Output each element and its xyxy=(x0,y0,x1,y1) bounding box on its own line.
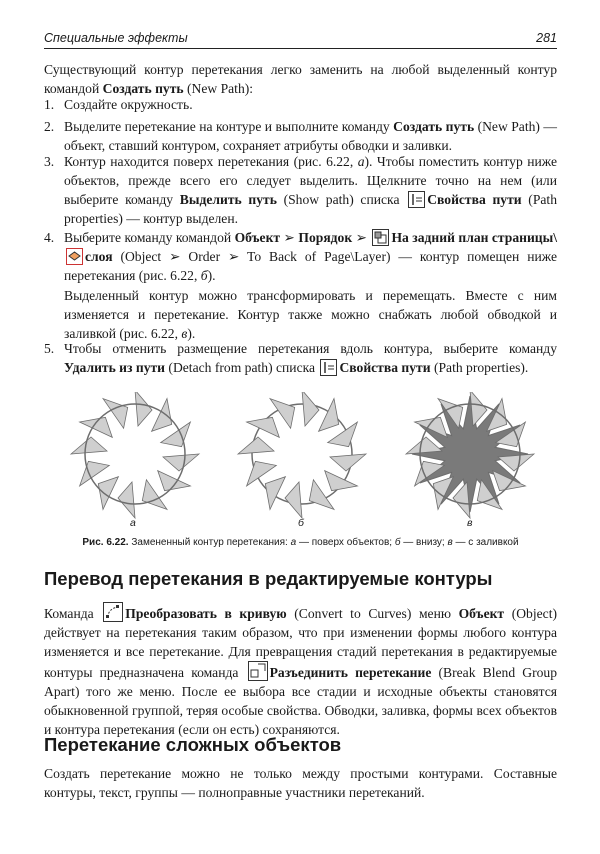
layer-icon xyxy=(66,248,83,265)
path-properties-icon xyxy=(408,191,425,208)
figure-6-22 xyxy=(0,392,600,522)
figure-label-b: б xyxy=(298,517,304,529)
blend-triangle xyxy=(80,417,113,437)
blend-triangle xyxy=(71,437,107,454)
figure-label-c: в xyxy=(467,517,473,529)
section2-paragraph: Создать перетекание можно не только между простыми контурами. Составные контуры, текст, группы — полноправные участники перетеканий. xyxy=(44,766,557,800)
blend-triangle xyxy=(118,482,135,518)
blend-triangle xyxy=(158,471,191,491)
section1-paragraph: Команда Преобразовать в кривую (Convert to Curves) меню Объект (Object) действует на перетекания таким образом, что при изменении формы любого контура изменяется и все перетекание. Для превращения стадий перетекания в редактируемые контуры предназначена команда Разъединить перетекание (Break Blend Group Apart) того же меню. После ее выбора все стадии и исходные объекты становятся обыкновенной группой, теряя особые свойства. Обводки, заливка, формы всех объектов и контура перетекания (если он есть) сохраняются. xyxy=(44,602,557,739)
blend-triangle xyxy=(265,477,285,510)
blend-triangle xyxy=(285,482,302,518)
step-3: Контур находится поверх перетекания (рис. 6.22, а). Чтобы поместить контур ниже объектов, прежде всего его следует выделить. Щелкните точно на нем (или выберите команду Выделить путь (Show path) списка Свойства пути (Path properties) — контур выделен. xyxy=(64,154,558,226)
step-4: Выберите команду командой Объект ➢ Порядок ➢ На задний план страницы\ слоя (Object ➢ Order ➢ To Back of Page\Layer) — контур помещен ниже перетекания (рис. 6.22, б). xyxy=(64,230,558,283)
step-number: 4. xyxy=(44,230,55,245)
step-number: 3. xyxy=(44,154,55,169)
step-4-note: Выделенный контур можно трансформировать и перемещать. Вместе с ним изменяется и перетекание. Контур также можно снабжать любой обводкой и заливкой (рис. 6.22, в). xyxy=(64,288,557,341)
step-number: 1. xyxy=(44,97,55,112)
blend-triangle xyxy=(325,471,358,491)
to-back-icon xyxy=(372,229,389,246)
blend-triangle xyxy=(247,417,280,437)
blend-triangle xyxy=(302,392,319,426)
intro-paragraph: Существующий контур перетекания легко заменить на любой выделенный контур командой Создать путь (New Path): xyxy=(44,62,557,96)
step-5: Чтобы отменить размещение перетекания вдоль контура, выберите команду Удалить из пути (Detach from path) списка Свойства пути (Path properties). xyxy=(64,341,557,375)
filled-star xyxy=(412,396,528,512)
page-number: 281 xyxy=(536,31,557,45)
convert-to-curves-icon xyxy=(103,602,123,622)
path-properties-icon xyxy=(320,359,337,376)
header-title: Специальные эффекты xyxy=(44,31,188,45)
blend-triangle xyxy=(319,399,339,432)
blend-triangle xyxy=(98,477,118,510)
step-1: Создайте окружность. xyxy=(64,97,193,112)
blend-triangle xyxy=(152,399,172,432)
blend-triangle xyxy=(135,392,152,426)
step-number: 2. xyxy=(44,119,55,134)
section-heading: Перетекание сложных объектов xyxy=(44,734,342,755)
blend-path-circle xyxy=(85,404,185,504)
figure-label-a: а xyxy=(130,517,136,529)
running-header xyxy=(44,30,557,49)
step-2: Выделите перетекание на контуре и выполните команду Создать путь (New Path) — объект, ставший контуром, сохраняет атрибуты обводки и заливки. xyxy=(64,119,557,153)
section-heading: Перевод перетекания в редактируемые контуры xyxy=(44,568,493,589)
step-number: 5. xyxy=(44,341,55,356)
break-apart-icon xyxy=(248,661,268,681)
blend-triangle xyxy=(238,437,274,454)
blend-triangle xyxy=(163,454,199,471)
blend-triangle xyxy=(330,454,366,471)
figure-caption: Рис. 6.22. Замененный контур перетекания: а — поверх объектов; б — внизу; в — с заливкой xyxy=(82,537,519,548)
